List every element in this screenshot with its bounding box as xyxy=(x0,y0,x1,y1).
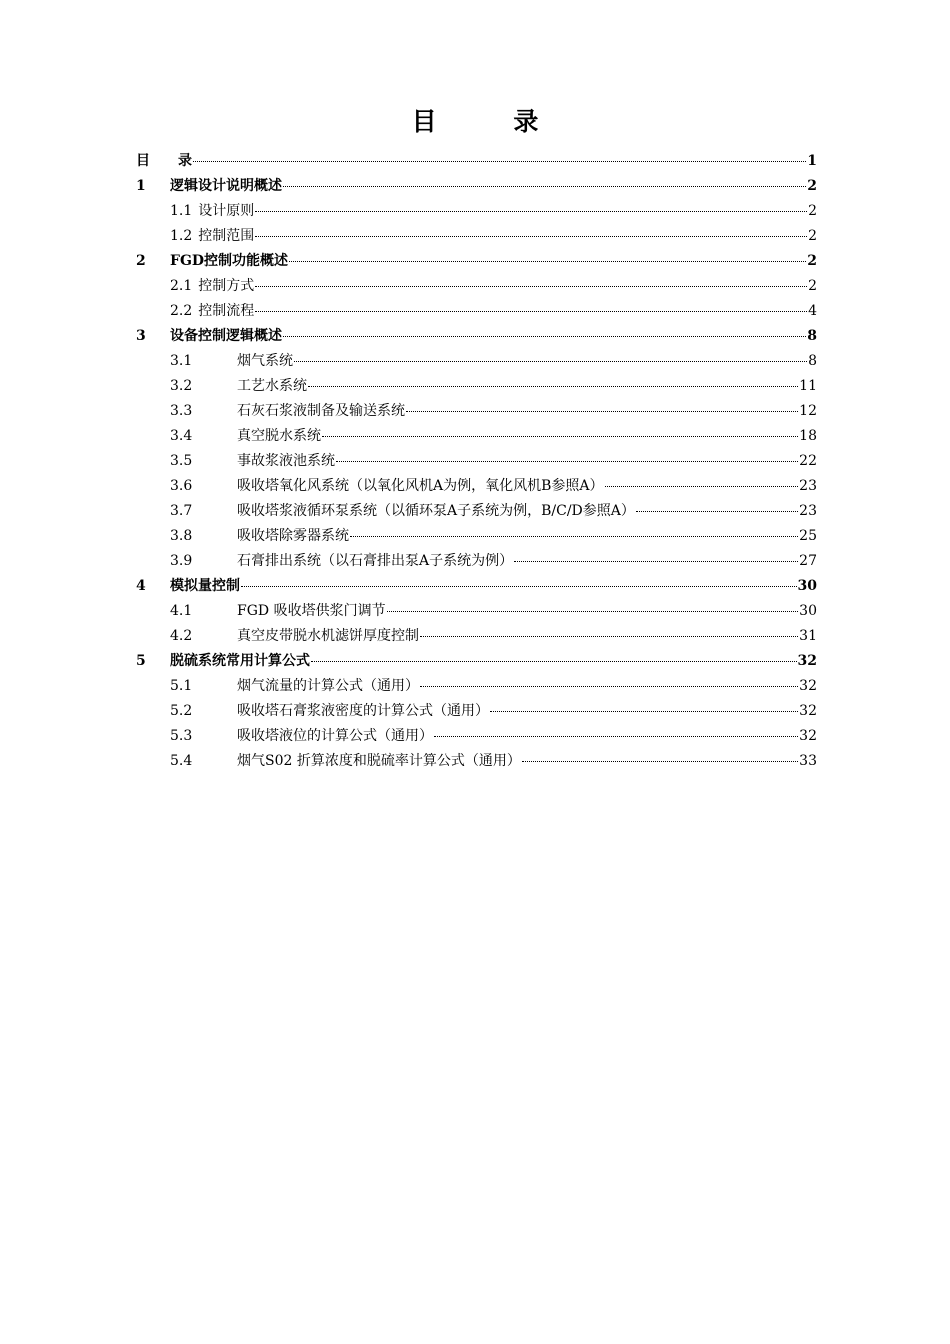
toc-dot-leader xyxy=(522,759,798,762)
toc-entry-number: 5.1 xyxy=(170,678,193,694)
toc-entry-number: 2.2 xyxy=(170,303,193,319)
toc-entry[interactable] xyxy=(136,549,817,574)
toc-entry-title: 真空皮带脱水机滤饼厚度控制 xyxy=(237,628,419,644)
toc-entry-title: 控制范围 xyxy=(198,228,255,244)
toc-dot-leader xyxy=(255,309,807,312)
toc-dot-leader xyxy=(308,384,798,387)
toc-entry-number: 1.1 xyxy=(170,203,193,219)
toc-entry[interactable] xyxy=(136,524,817,549)
toc-dot-leader xyxy=(311,659,797,662)
toc-entry-page-number: 32 xyxy=(797,653,817,669)
toc-entry-page-number: 2 xyxy=(808,278,817,294)
toc-dot-leader xyxy=(490,709,798,712)
toc-entry-number: 5 xyxy=(136,653,146,669)
toc-entry-title: 模拟量控制 xyxy=(170,578,240,594)
toc-entry-page-number: 31 xyxy=(799,628,817,644)
toc-entry-page-number: 22 xyxy=(799,453,817,469)
toc-dot-leader xyxy=(294,359,807,362)
toc-entry-title: 吸收塔氧化风系统（以氧化风机A为例，氧化风机B参照A） xyxy=(237,478,604,494)
toc-entry-number: 3.4 xyxy=(170,428,193,444)
toc-entry-number: 3.7 xyxy=(170,503,193,519)
toc-entry[interactable] xyxy=(136,174,817,199)
toc-entry[interactable] xyxy=(136,274,817,299)
toc-entry-title: 石灰石浆液制备及输送系统 xyxy=(237,403,405,419)
toc-entry-title: FGD控制功能概述 xyxy=(170,253,289,269)
toc-entry-title: 控制方式 xyxy=(198,278,255,294)
toc-dot-leader xyxy=(336,459,798,462)
toc-entry-page-number: 25 xyxy=(799,528,817,544)
toc-entry-page-number: 12 xyxy=(799,403,817,419)
toc-entry-title: 控制流程 xyxy=(198,303,255,319)
toc-dot-leader xyxy=(255,234,807,237)
toc-entry-page-number: 1 xyxy=(807,153,817,169)
toc-entry-page-number: 8 xyxy=(807,328,817,344)
toc-entry[interactable] xyxy=(136,574,817,599)
toc-entry[interactable] xyxy=(136,499,817,524)
toc-entry-title: 烟气流量的计算公式（通用） xyxy=(237,678,419,694)
toc-entry-title: 脱硫系统常用计算公式 xyxy=(170,653,310,669)
toc-dot-leader xyxy=(289,259,806,262)
toc-entry[interactable] xyxy=(136,324,817,349)
toc-entry[interactable] xyxy=(136,299,817,324)
toc-entry-title: 设计原则 xyxy=(198,203,255,219)
toc-entry-page-number: 2 xyxy=(808,228,817,244)
toc-entry-title: 录 xyxy=(178,153,192,169)
toc-dot-leader xyxy=(387,609,799,612)
toc-dot-leader xyxy=(193,159,806,162)
toc-dot-leader xyxy=(420,684,798,687)
toc-entry-number: 目 xyxy=(136,153,150,169)
toc-entry-title: 吸收塔除雾器系统 xyxy=(237,528,349,544)
toc-entry-page-number: 32 xyxy=(799,703,817,719)
toc-entry[interactable] xyxy=(136,374,817,399)
toc-entry[interactable] xyxy=(136,699,817,724)
toc-entry-number: 4.1 xyxy=(170,603,193,619)
toc-entry-page-number: 4 xyxy=(808,303,817,319)
toc-dot-leader xyxy=(434,734,798,737)
toc-entry-title: FGD 吸收塔供浆门调节 xyxy=(237,603,386,619)
toc-entry-title: 设备控制逻辑概述 xyxy=(170,328,282,344)
toc-entry[interactable] xyxy=(136,199,817,224)
toc-entry-page-number: 30 xyxy=(799,603,817,619)
toc-entry[interactable] xyxy=(136,449,817,474)
toc-entry-number: 3.3 xyxy=(170,403,193,419)
toc-entry-title: 工艺水系统 xyxy=(237,378,307,394)
table-of-contents xyxy=(136,149,817,774)
toc-entry-page-number: 23 xyxy=(799,478,817,494)
toc-entry[interactable] xyxy=(136,149,817,174)
toc-entry-number: 1 xyxy=(136,178,146,194)
toc-entry-number: 2 xyxy=(136,253,146,269)
toc-entry[interactable] xyxy=(136,474,817,499)
toc-entry-number: 1.2 xyxy=(170,228,193,244)
toc-dot-leader xyxy=(350,534,798,537)
toc-dot-leader xyxy=(420,634,798,637)
toc-entry[interactable] xyxy=(136,749,817,774)
toc-entry-number: 5.2 xyxy=(170,703,193,719)
toc-entry-title: 吸收塔浆液循环泵系统（以循环泵A子系统为例，B/C/D参照A） xyxy=(237,503,635,519)
toc-entry-number: 3.1 xyxy=(170,353,193,369)
toc-entry-number: 3.6 xyxy=(170,478,193,494)
toc-entry-title: 吸收塔液位的计算公式（通用） xyxy=(237,728,433,744)
toc-dot-leader xyxy=(514,559,798,562)
toc-entry-page-number: 2 xyxy=(807,253,817,269)
toc-entry-title: 吸收塔石膏浆液密度的计算公式（通用） xyxy=(237,703,489,719)
toc-entry-page-number: 23 xyxy=(799,503,817,519)
toc-entry-number: 3 xyxy=(136,328,146,344)
toc-dot-leader xyxy=(241,584,797,587)
toc-entry-number: 3.8 xyxy=(170,528,193,544)
toc-entry[interactable] xyxy=(136,249,817,274)
toc-entry[interactable] xyxy=(136,399,817,424)
toc-entry[interactable] xyxy=(136,424,817,449)
toc-entry-number: 3.9 xyxy=(170,553,193,569)
toc-entry-number: 2.1 xyxy=(170,278,193,294)
toc-entry-page-number: 32 xyxy=(799,728,817,744)
toc-entry[interactable] xyxy=(136,649,817,674)
toc-entry-page-number: 2 xyxy=(808,203,817,219)
toc-entry-title: 石膏排出系统（以石膏排出泵A子系统为例） xyxy=(237,553,514,569)
toc-entry-page-number: 27 xyxy=(799,553,817,569)
toc-entry-title: 逻辑设计说明概述 xyxy=(170,178,282,194)
toc-entry-title: 事故浆液池系统 xyxy=(237,453,335,469)
toc-dot-leader xyxy=(322,434,798,437)
toc-entry-number: 5.3 xyxy=(170,728,193,744)
toc-entry[interactable] xyxy=(136,624,817,649)
toc-entry-page-number: 11 xyxy=(799,378,817,394)
toc-dot-leader xyxy=(636,509,798,512)
toc-entry[interactable] xyxy=(136,724,817,749)
toc-entry-title: 烟气S02 折算浓度和脱硫率计算公式（通用） xyxy=(237,753,521,769)
toc-entry[interactable] xyxy=(136,224,817,249)
toc-entry-page-number: 32 xyxy=(799,678,817,694)
toc-entry-title: 真空脱水系统 xyxy=(237,428,321,444)
toc-entry-number: 4 xyxy=(136,578,146,594)
toc-dot-leader xyxy=(605,484,799,487)
toc-dot-leader xyxy=(283,184,806,187)
toc-title: 目 录 xyxy=(411,107,573,136)
toc-entry[interactable] xyxy=(136,599,817,624)
toc-entry-number: 5.4 xyxy=(170,753,193,769)
toc-entry-page-number: 30 xyxy=(797,578,817,594)
toc-entry-number: 3.2 xyxy=(170,378,193,394)
toc-entry-page-number: 8 xyxy=(808,353,817,369)
toc-entry-page-number: 33 xyxy=(799,753,817,769)
toc-entry-number: 4.2 xyxy=(170,628,193,644)
toc-dot-leader xyxy=(255,209,807,212)
toc-entry-title: 烟气系统 xyxy=(237,353,293,369)
toc-entry-number: 3.5 xyxy=(170,453,193,469)
toc-dot-leader xyxy=(406,409,798,412)
toc-entry-page-number: 18 xyxy=(799,428,817,444)
toc-dot-leader xyxy=(283,334,806,337)
toc-entry[interactable] xyxy=(136,674,817,699)
toc-dot-leader xyxy=(255,284,807,287)
toc-entry-page-number: 2 xyxy=(807,178,817,194)
toc-entry[interactable] xyxy=(136,349,817,374)
